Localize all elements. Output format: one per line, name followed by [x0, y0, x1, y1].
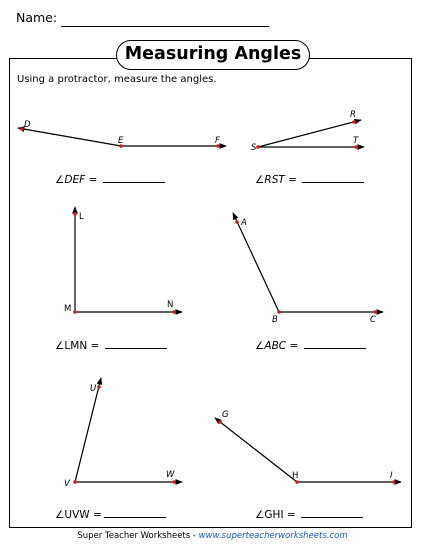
answer-abc — [255, 340, 366, 352]
label-r: R — [350, 110, 356, 120]
answer-label-def: DEF = — [64, 174, 101, 186]
angle-symbol: ∠ — [55, 509, 65, 521]
label-c: C — [370, 315, 376, 325]
answer-label-lmn: LMN = — [64, 340, 103, 352]
point-a — [235, 220, 239, 224]
point-s — [256, 145, 260, 149]
footer — [0, 531, 425, 541]
answer-label-abc: ABC = — [264, 340, 302, 352]
answer-label-ghi: GHI = — [264, 509, 300, 521]
label-f: F — [215, 136, 220, 146]
angle-ghi — [215, 410, 401, 484]
angle-def — [18, 120, 226, 148]
label-u: U — [90, 384, 97, 394]
angle-uvw — [64, 378, 182, 489]
label-w: W — [166, 470, 175, 480]
angle-symbol: ∠ — [55, 174, 65, 186]
answer-line-lmn[interactable] — [105, 347, 167, 349]
worksheet-title: Measuring Angles — [116, 40, 310, 70]
label-i: I — [390, 471, 393, 481]
point-u — [97, 385, 101, 389]
angle-rst — [251, 110, 364, 153]
point-l — [73, 212, 77, 216]
ray-sr — [258, 120, 361, 147]
label-d: D — [24, 120, 31, 130]
ray-hg — [215, 418, 297, 482]
point-v — [73, 480, 77, 484]
ray-ba — [233, 213, 279, 312]
label-g: G — [222, 410, 229, 420]
answer-label-uvw: UVW = — [64, 509, 102, 521]
label-v: V — [64, 479, 70, 489]
point-b — [277, 310, 281, 314]
angle-lmn — [64, 207, 182, 314]
label-h: H — [292, 471, 299, 481]
label-l: L — [79, 212, 84, 222]
angle-symbol: ∠ — [255, 174, 265, 186]
point-n — [172, 310, 176, 314]
label-t: T — [353, 136, 359, 146]
answer-lmn — [55, 340, 167, 352]
label-a: A — [241, 218, 247, 228]
ray-ed — [18, 128, 121, 146]
answer-rst — [255, 174, 364, 186]
label-n: N — [167, 300, 174, 310]
answer-line-ghi[interactable] — [301, 516, 363, 518]
point-r — [352, 120, 356, 124]
label-m: M — [64, 304, 72, 314]
answer-uvw — [55, 509, 166, 521]
angle-symbol: ∠ — [255, 340, 265, 352]
answer-ghi — [255, 509, 363, 521]
answer-label-rst: RST = — [264, 174, 301, 186]
answer-def — [55, 174, 165, 186]
answer-line-rst[interactable] — [302, 181, 364, 183]
label-e: E — [118, 136, 124, 146]
ray-vu — [75, 378, 101, 482]
label-b: B — [272, 315, 278, 325]
footer-url-link[interactable]: www.superteacherworksheets.com — [198, 531, 348, 541]
label-s: S — [251, 143, 257, 153]
instructions: Using a protractor, measure the angles. — [17, 74, 217, 85]
point-g — [218, 420, 222, 424]
point-c — [373, 310, 377, 314]
angle-symbol: ∠ — [55, 340, 65, 352]
point-w — [172, 480, 176, 484]
answer-line-def[interactable] — [103, 181, 165, 183]
point-m — [73, 310, 77, 314]
angle-symbol: ∠ — [255, 509, 265, 521]
name-label: Name: — [16, 10, 58, 25]
footer-prefix: Super Teacher Worksheets - — [77, 531, 199, 541]
answer-line-uvw[interactable] — [104, 516, 166, 518]
answer-line-abc[interactable] — [304, 347, 366, 349]
point-i — [392, 480, 396, 484]
angle-abc — [233, 213, 383, 325]
